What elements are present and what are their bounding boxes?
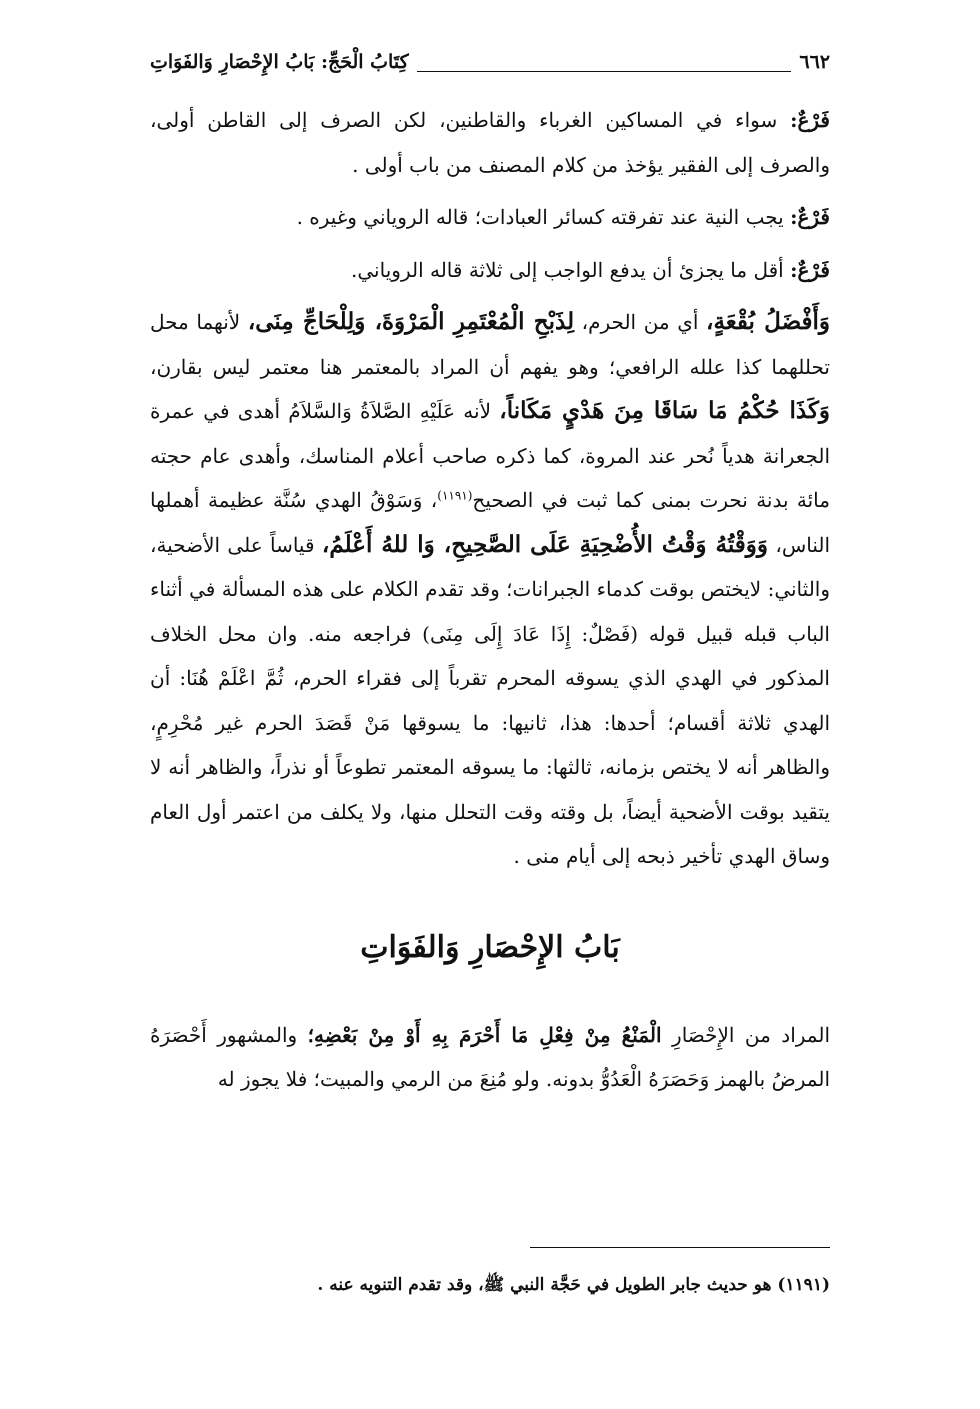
far-label: فَرْعٌ: (790, 257, 830, 282)
far-paragraph-1 (150, 98, 830, 187)
matn-text: لِذَبْحِ الْمُعْتَمِرِ الْمَرْوَةَ، وَلِلْحَاجِّ مِنَى، (247, 308, 575, 335)
main-passage (150, 300, 830, 879)
footnote (150, 1268, 830, 1302)
header-rule (417, 71, 792, 72)
chapter-intro (150, 1013, 830, 1102)
far-text: سواء في المساكين الغرباء والقاطنين، لكن الصرف إلى القاطن أولى، والصرف إلى الفقير يؤخذ من كلام المصنف من باب أولى . (150, 108, 830, 177)
footnote-rule (530, 1247, 830, 1248)
far-label: فَرْعٌ: (790, 205, 830, 229)
matn-text: الْمَنْعُ مِنْ فِعْلِ مَا أَحْرَمَ بِهِ أَوْ مِنْ بَعْضِهِ؛ (307, 1022, 662, 1047)
commentary-text: لأنهما محل تحللهما كذا علله الرافعي؛ وهو يفهم أن المراد بالمعتمر هنا معتمر ليس بقارن، (150, 310, 830, 379)
commentary-text: ، وَسَوْقُ الهدي سُنَّة عظيمة أهملها الناس، (150, 488, 831, 557)
matn-text: وَأَفْضَلُ بُقْعَةٍ، (706, 308, 831, 335)
page-header (150, 44, 830, 74)
matn-text: وَكَذَا حُكْمُ مَا سَاقَا مِنَ هَدْيٍ مَكَاناً، (499, 397, 831, 424)
commentary-text: لأنه عَلَيْهِ الصَّلاَةُ وَالسَّلاَمُ أهدى في عمرة الجعرانة هدياً نُحر عند المروة، كما ذكره صاحب أعلام المناسك، وأهدى عام حجته مائة بدنة نحرت بمنى كما ثبت في الصحيح (150, 399, 830, 512)
commentary-text: والمشهور أَحْصَرَهُ المرضُ بالهمز وَحَصَرَهُ الْعَدُوُّ بدونه. ولو مُنِعَ من الرمي والمبيت؛ فلا يجوز له (150, 1022, 830, 1091)
page-body (150, 98, 830, 1102)
running-title: كِتَابُ الْحَجِّ: بَابُ الإِحْصَارِ وَالفَوَاتِ (150, 51, 409, 73)
far-text: أقل ما يجزئ أن يدفع الواجب إلى ثلاثة قاله الروياني. (351, 257, 784, 282)
far-paragraph-2 (150, 195, 830, 240)
commentary-text: أي من الحرم، (581, 310, 699, 334)
far-paragraph-3 (150, 248, 830, 293)
commentary-text: المراد من الإِحْصَارِ (672, 1022, 831, 1047)
footnote-number: (١١٩١) (777, 1275, 830, 1295)
matn-text: وَوَقْتُهُ وَقْتُ الأُضْحِيَةِ عَلَى الصَّحِيحِ، وَا للهُ أَعْلَمُ، (321, 530, 768, 558)
commentary-text: قياساً على الأضحية، والثاني: لايختص بوقت كدماء الجبرانات؛ وقد تقدم الكلام على هذه المسألة في أثناء الباب قبله قبيل قوله (فَصْلٌ: إِذَا عَادَ إِلَى مِنَى) فراجعه منه. وان محل الخلاف المذكور في الهدي الذي يسوقه المحرم تقرباً إلى فقراء الحرم، ثُمَّ اعْلَمْ هُنَا: أن الهدي ثلاثة أقسام؛ أحدها: هذا، ثانيها: ما يسوقها مَنْ قَصَدَ الحرم غير مُحْرِمٍ، والظاهر أنه لا يختص بزمانه، ثالثها: ما يسوقه المعتمر تطوعاً أو نذراً، والظاهر أنه لا يتقيد بوقت الأضحية أيضاً، بل وقته وقت التحلل منها، ولا يكلف من اعتمر أول العام وساق الهدي تأخير ذبحه إلى أيام منى . (150, 532, 830, 868)
far-label: فَرْعٌ: (790, 108, 830, 132)
chapter-title: بَابُ الإِحْصَارِ وَالفَوَاتِ (360, 929, 620, 965)
page-number: ٦٦٢ (799, 51, 830, 73)
footnote-text: هو حديث جابر الطويل في حَجَّة النبي ﷺ، وقد تقدم التنويه عنه . (317, 1275, 772, 1295)
far-text: يجب النية عند تفرقته كسائر العبادات؛ قاله الروياني وغيره . (296, 205, 784, 229)
footnote-reference[interactable]: (١١٩١) (437, 488, 473, 503)
